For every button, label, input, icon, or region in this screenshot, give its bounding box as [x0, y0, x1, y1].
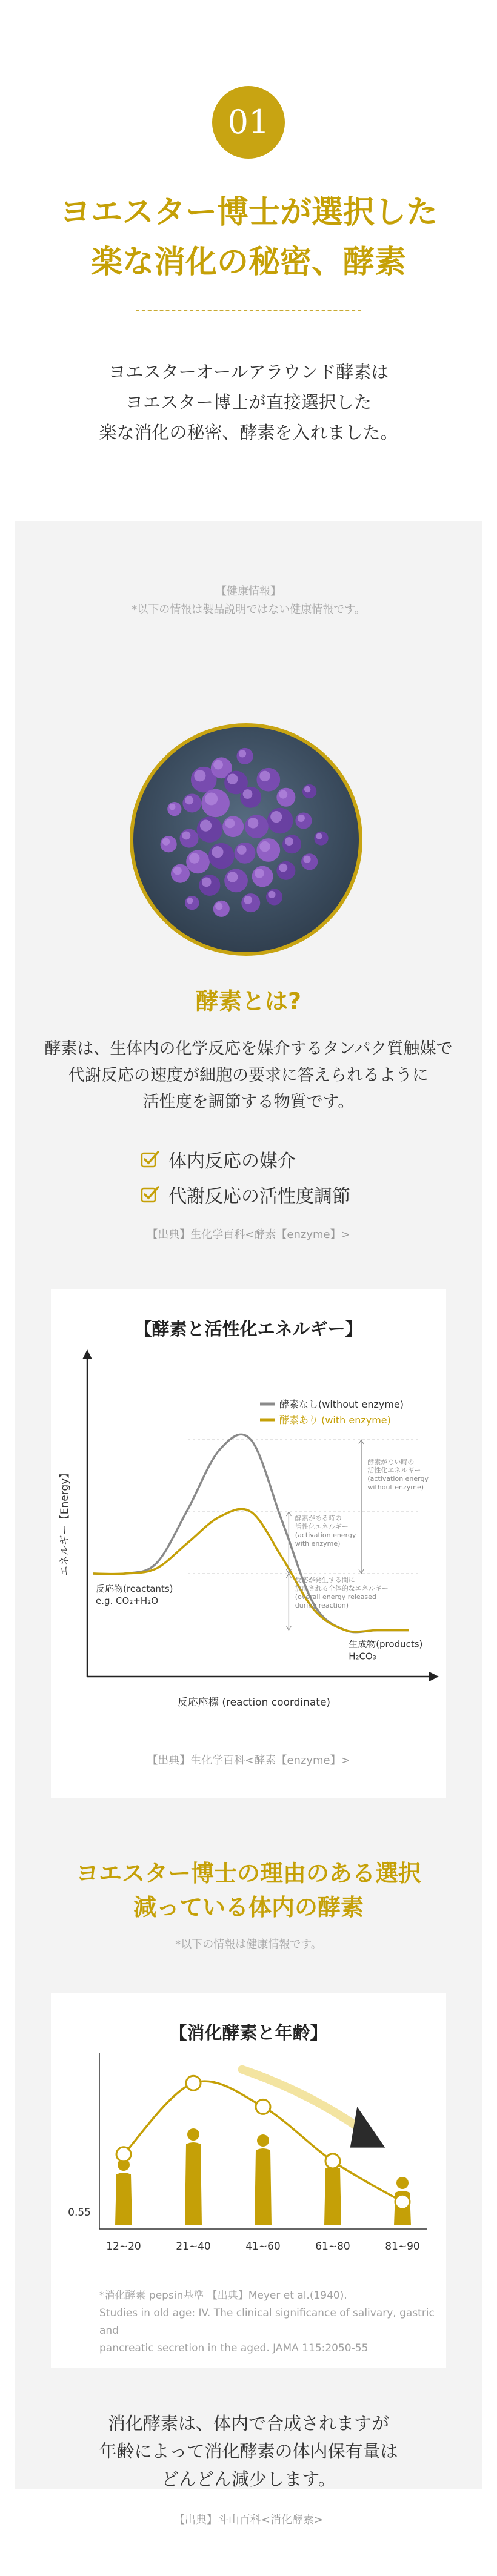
enzyme-blob-highlight	[189, 853, 199, 863]
person-silhouette-icon	[255, 2148, 272, 2225]
enzyme-blob-highlight	[182, 831, 190, 839]
person-silhouette-icon	[396, 2177, 409, 2189]
check-icon	[141, 1185, 160, 1204]
enzyme-blob-highlight	[285, 837, 293, 846]
closing-line1: 消化酵素は、体内で合成されますが	[107, 2413, 389, 2434]
y-tick-label: 0.55	[68, 2207, 91, 2219]
activation-energy-chart-card	[51, 1289, 446, 1798]
dashed-divider	[136, 310, 361, 311]
data-point-61~80	[325, 2154, 340, 2168]
closing-line3: どんどん減少します。	[161, 2469, 336, 2489]
energy-released-annotation: (overall energy released	[295, 1593, 376, 1601]
ea-with-annotation: 活性化エネルギー	[295, 1523, 349, 1531]
products-formula: H₂CO₃	[349, 1651, 376, 1662]
x-tick-label: 41~60	[245, 2240, 281, 2253]
section2-disclaimer: *以下の情報は健康情報です。	[175, 1938, 322, 1951]
person-silhouette-icon	[324, 2167, 341, 2225]
check-item-2	[141, 1181, 350, 1208]
reactants-formula: e.g. CO₂+H₂O	[96, 1595, 159, 1606]
enzyme-molecule-illustration	[133, 727, 359, 952]
enzyme-blob-highlight	[316, 833, 322, 839]
enzyme-blob-highlight	[227, 774, 238, 784]
person-silhouette-icon	[185, 2142, 202, 2225]
energy-released-annotation: 反応が発生する間に	[295, 1576, 355, 1584]
intro-line1: ヨエスターオールアラウンド酵素は	[108, 362, 389, 382]
enzyme-blob-highlight	[205, 793, 218, 806]
enzyme-blob-highlight	[213, 760, 223, 770]
enzyme-blob-highlight	[227, 872, 238, 882]
enzyme-blob-highlight	[303, 856, 310, 863]
enzyme-blob-highlight	[173, 867, 182, 875]
chart1-source: 【出典】生化学百科<酵素【enzyme】>	[147, 1754, 350, 1767]
y-axis-arrow-icon	[82, 1349, 92, 1359]
enzyme-blob-highlight	[237, 845, 247, 855]
activation-energy-chart	[51, 1289, 446, 1749]
enzyme-blob-highlight	[162, 838, 170, 846]
enzyme-blob-highlight	[259, 841, 270, 852]
chart1-title: 【酵素と活性化エネルギー】	[134, 1319, 363, 1339]
check-item-2-label: 代謝反応の活性度調節	[168, 1186, 350, 1207]
legend-entry: 酵素なし(without enzyme)	[279, 1399, 404, 1410]
enzyme-blob-highlight	[239, 750, 246, 757]
x-axis-label: 反応座標 (reaction coordinate)	[177, 1697, 331, 1709]
ea-with-annotation: (activation energy	[295, 1531, 356, 1539]
enzyme-blob-highlight	[298, 815, 305, 822]
enzyme-blob-highlight	[255, 869, 264, 878]
data-point-12~20	[116, 2147, 131, 2162]
legend-entry: 酵素あり (with enzyme)	[279, 1414, 391, 1426]
digestive-enzyme-age-chart-card	[51, 1993, 446, 2368]
chart2-footnote-line1: *消化酵素 pepsin基準 【出典】Meyer et al.(1940).	[99, 2290, 347, 2302]
enzyme-blob-highlight	[169, 804, 175, 810]
person-silhouette-icon	[115, 2173, 132, 2225]
ea-without-annotation: 酵素がない時の	[367, 1458, 415, 1466]
ea-with-annotation: 酵素がある時の	[295, 1514, 342, 1522]
enzyme-blob-highlight	[215, 902, 222, 910]
health-info-tag: 【健康情報】	[216, 585, 281, 598]
enzyme-blob-highlight	[187, 898, 193, 904]
enzyme-heading: 酵素とは?	[195, 988, 302, 1015]
enzyme-blob-highlight	[270, 811, 282, 823]
enzyme-blob-highlight	[200, 820, 212, 832]
x-axis-arrow-icon	[429, 1672, 439, 1681]
check-item-1	[141, 1146, 296, 1173]
x-tick-label: 61~80	[315, 2240, 350, 2253]
x-tick-label: 81~90	[385, 2240, 420, 2253]
closing-source: 【出典】斗山百科<消化酵素>	[173, 2514, 324, 2526]
enzyme-blob-highlight	[279, 790, 287, 799]
enzyme-blob-highlight	[185, 796, 193, 804]
enzyme-blob-highlight	[212, 846, 223, 858]
enzyme-desc-line1: 酵素は、生体内の化学反応を媒介するタンパク質触媒で	[44, 1039, 453, 1058]
x-tick-label: 12~20	[106, 2240, 141, 2253]
decline-arrow-icon	[350, 2107, 385, 2147]
enzyme-blob-highlight	[259, 771, 270, 781]
section2-title-line1: ヨエスター博士の理由のある選択	[75, 1860, 421, 1887]
person-silhouette-icon	[257, 2134, 269, 2147]
hero-title-line2: 楽な消化の秘密、酵素	[90, 244, 406, 280]
enzyme-blob-highlight	[243, 789, 253, 799]
check-icon	[141, 1150, 160, 1169]
chart2-title: 【消化酵素と年齢】	[169, 2022, 328, 2043]
section2-title-line2: 減っている体内の酵素	[133, 1894, 364, 1921]
chart2-footnote-line2: Studies in old age: IV. The clinical significance of salivary, gastric and	[99, 2306, 435, 2337]
ea-without-annotation: without enzyme)	[367, 1483, 424, 1491]
enzyme-desc-line3: 活性度を調節する物質です。	[142, 1093, 355, 1111]
digestive-enzyme-age-chart	[51, 1993, 446, 2277]
ea-without-annotation: (activation energy	[367, 1475, 429, 1483]
enzyme-blob-highlight	[248, 818, 258, 828]
enzyme-desc-line2: 代謝反応の速度が細胞の要求に答えられるように	[68, 1066, 429, 1085]
products-label: 生成物(products)	[349, 1638, 423, 1650]
hero-title-line1: ヨエスター博士が選択した	[59, 194, 438, 231]
enzyme-blob-highlight	[202, 877, 212, 887]
check-item-1-label: 体内反応の媒介	[168, 1151, 296, 1172]
health-info-disclaimer: *以下の情報は製品説明ではない健康情報です。	[132, 603, 365, 616]
energy-released-annotation: 放出される全体的なエネルギー	[295, 1584, 389, 1592]
enzyme-blob-highlight	[244, 896, 252, 904]
chart2-footnote-line3: pancreatic secretion in the aged. JAMA 115:2050-55	[99, 2342, 369, 2354]
closing-line2: 年齢によって消化酵素の体内保有量は	[99, 2441, 398, 2462]
enzyme-blob-highlight	[194, 770, 205, 781]
chart2-footnote	[99, 2287, 439, 2357]
enzyme-blob-highlight	[268, 891, 275, 898]
data-point-21~40	[186, 2076, 201, 2090]
section-number-badge: 01	[212, 86, 285, 159]
data-point-41~60	[256, 2099, 270, 2114]
y-axis-label: エネルギー【Energy】	[59, 1468, 71, 1577]
enzyme-blob-highlight	[279, 864, 287, 872]
energy-released-annotation: during reaction)	[295, 1601, 349, 1609]
intro-line3: 楽な消化の秘密、酵素を入れました。	[99, 422, 398, 443]
ea-with-annotation: with enzyme)	[295, 1540, 341, 1548]
enzyme-blob-highlight	[225, 819, 235, 829]
enzyme-source: 【出典】生化学百科<酵素【enzyme】>	[147, 1228, 350, 1241]
reactants-label: 反応物(reactants)	[96, 1583, 173, 1594]
x-tick-label: 21~40	[176, 2240, 211, 2253]
enzyme-blob-highlight	[304, 786, 310, 792]
ea-without-annotation: 活性化エネルギー	[367, 1466, 421, 1474]
enzyme-molecule-image	[130, 723, 362, 956]
person-silhouette-icon	[187, 2128, 199, 2141]
data-point-81~90	[395, 2194, 410, 2209]
intro-line2: ヨエスター博士が直接選択した	[125, 392, 372, 412]
